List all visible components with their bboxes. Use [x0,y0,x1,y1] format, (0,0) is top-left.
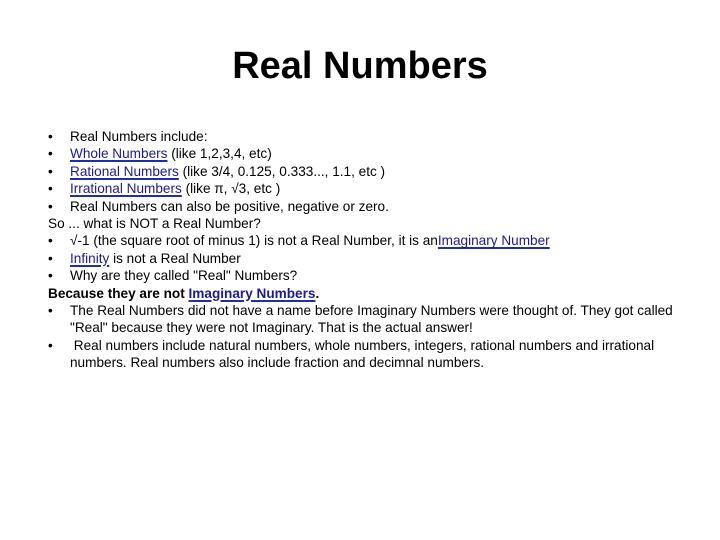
rational-numbers-link[interactable]: Rational Numbers [70,163,179,179]
imaginary-numbers-link[interactable]: Imaginary Numbers [188,285,316,301]
list-item [48,198,688,215]
list-item [48,180,688,197]
irrational-numbers-link[interactable]: Irrational Numbers [70,181,182,197]
answer-period: . [315,285,320,301]
bullet: • [48,198,53,214]
list-item-text: (like 1,2,3,4, etc) [167,146,272,162]
list-item [48,128,688,145]
list-item-text: Real numbers include natural numbers, whole numbers, integers, rational numbers and irrational numbers. Real numbers also include fraction and decimnal numbers. [70,337,658,371]
whole-numbers-link[interactable]: Whole Numbers [70,146,168,162]
slide-content [48,128,688,372]
list-item [48,337,688,372]
bullet: • [48,129,53,144]
bullet: • [48,146,53,162]
list-item [48,163,688,180]
list-item [48,267,688,284]
list-item-text: (like π, √3, etc ) [181,181,281,197]
imaginary-number-link[interactable]: Imaginary Number [437,233,550,249]
list-item [48,250,688,267]
bullet: • [48,181,53,197]
list-item-text: (like 3/4, 0.125, 0.333..., 1.1, etc ) [178,163,386,179]
list-item-text: The Real Numbers did not have a name before Imaginary Numbers were thought of. They got called "Real" because they were not Imaginary. That is the actual answer! [70,303,673,336]
list-item-text: Why are they called "Real" Numbers? [70,268,298,284]
bullet: • [48,250,53,266]
bullet: • [48,337,53,353]
list-item-text: Real Numbers include: [70,129,208,144]
answer-text: Because they are not [48,285,189,301]
slide-title: Real Numbers [232,45,488,87]
list-item [48,302,688,337]
bullet: • [48,303,53,319]
bullet: • [48,268,53,284]
list-item-text: √-1 (the square root of minus 1) is not a Real Number, it is an [70,233,438,249]
infinity-link[interactable]: Infinity [70,250,110,266]
list-item [48,232,688,249]
list-item-text: Real Numbers can also be positive, negative or zero. [70,198,389,214]
list-item-text: is not a Real Number [109,250,241,266]
answer-line [48,285,688,302]
list-item [48,145,688,162]
question-line: So ... what is NOT a Real Number? [48,216,261,232]
bullet: • [48,233,53,249]
bullet: • [48,163,53,179]
